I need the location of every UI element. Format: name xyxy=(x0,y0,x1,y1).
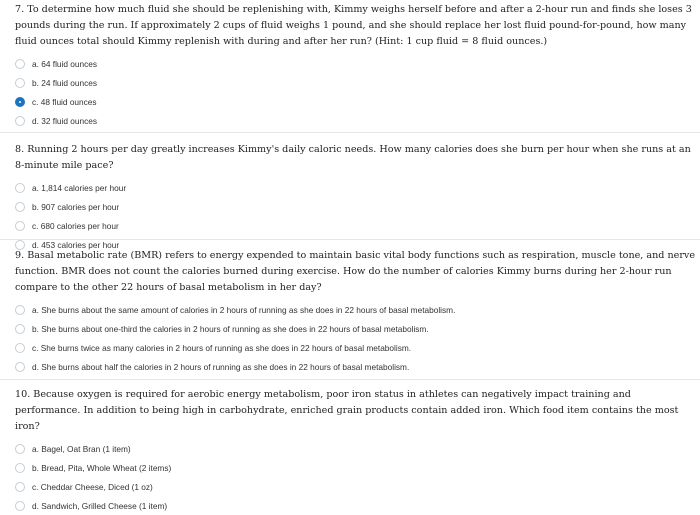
option-b[interactable] xyxy=(15,458,699,477)
option-label: b. She burns about one-third the calories in 2 hours of running as she does in 22 hours of basal metabolism. xyxy=(32,323,429,334)
question-8 xyxy=(15,142,699,254)
radio-button[interactable] xyxy=(15,305,25,315)
option-c[interactable] xyxy=(15,216,699,235)
option-label: a. Bagel, Oat Bran (1 item) xyxy=(32,443,131,454)
radio-button[interactable] xyxy=(15,324,25,334)
option-label: c. Cheddar Cheese, Diced (1 oz) xyxy=(32,481,153,492)
option-c[interactable] xyxy=(15,338,699,357)
option-label: b. 24 fluid ounces xyxy=(32,77,98,88)
option-d[interactable] xyxy=(15,357,699,376)
radio-button[interactable] xyxy=(15,482,25,492)
option-label: a. 64 fluid ounces xyxy=(32,58,98,69)
radio-button[interactable] xyxy=(15,116,25,126)
radio-button[interactable] xyxy=(15,501,25,511)
option-label: c. 680 calories per hour xyxy=(32,220,119,231)
radio-button[interactable] xyxy=(15,183,25,193)
radio-button-selected[interactable] xyxy=(15,97,25,107)
option-b[interactable] xyxy=(15,319,699,338)
option-label: b. Bread, Pita, Whole Wheat (2 items) xyxy=(32,462,172,473)
option-label: d. 453 calories per hour xyxy=(32,239,120,250)
answer-options xyxy=(15,54,699,130)
question-text: 8. Running 2 hours per day greatly increases Kimmy's daily caloric needs. How many calories does she burn per hour when she runs at an 8-minute mile pace? xyxy=(15,144,691,171)
option-label: a. She burns about the same amount of calories in 2 hours of running as she does in 22 hours of basal metabolism. xyxy=(32,304,456,315)
option-d[interactable] xyxy=(15,496,699,515)
divider xyxy=(0,379,700,380)
option-label: d. 32 fluid ounces xyxy=(32,115,98,126)
question-9 xyxy=(15,248,699,376)
answer-options xyxy=(15,439,699,515)
option-b[interactable] xyxy=(15,73,699,92)
option-label: b. 907 calories per hour xyxy=(32,201,120,212)
option-a[interactable] xyxy=(15,300,699,319)
answer-options xyxy=(15,178,699,254)
option-a[interactable] xyxy=(15,439,699,458)
radio-button[interactable] xyxy=(15,59,25,69)
option-label: c. She burns twice as many calories in 2 hours of running as she does in 22 hours of basal metabolism. xyxy=(32,342,412,353)
answer-options xyxy=(15,300,699,376)
radio-button[interactable] xyxy=(15,221,25,231)
option-c[interactable] xyxy=(15,92,699,111)
radio-button[interactable] xyxy=(15,444,25,454)
option-c[interactable] xyxy=(15,477,699,496)
option-a[interactable] xyxy=(15,54,699,73)
question-7 xyxy=(15,2,699,130)
option-b[interactable] xyxy=(15,197,699,216)
question-text: 9. Basal metabolic rate (BMR) refers to energy expended to maintain basic vital body functions such as respiration, muscle tone, and nerve function. BMR does not count the calories burned during exercise. How do the number of calories Kimmy burns during her 2-hour run compare to the other 22 hours of basal metabolism in her day? xyxy=(15,250,696,293)
option-d[interactable] xyxy=(15,111,699,130)
option-label: d. Sandwich, Grilled Cheese (1 item) xyxy=(32,500,168,511)
option-label: d. She burns about half the calories in 2 hours of running as she does in 22 hours of basal metabolism. xyxy=(32,361,410,372)
radio-button[interactable] xyxy=(15,343,25,353)
divider xyxy=(0,132,700,133)
question-10 xyxy=(15,387,699,515)
question-text: 10. Because oxygen is required for aerobic energy metabolism, poor iron status in athletes can negatively impact training and performance. In addition to being high in carbohydrate, enriched grain products contain added iron. Which food item contains the most iron? xyxy=(15,389,679,432)
radio-button[interactable] xyxy=(15,78,25,88)
option-label: a. 1,814 calories per hour xyxy=(32,182,127,193)
option-a[interactable] xyxy=(15,178,699,197)
question-text: 7. To determine how much fluid she should be replenishing with, Kimmy weighs herself before and after a 2-hour run and finds she loses 3 pounds during the run. If approximately 2 cups of fluid weighs 1 pound, and she should replace her lost fluid pound-for-pound, how many fluid ounces total should Kimmy replenish with during and after her run? (Hint: 1 cup fluid = 8 fluid ounces.) xyxy=(15,4,692,47)
radio-button[interactable] xyxy=(15,463,25,473)
option-label: c. 48 fluid ounces xyxy=(32,96,97,107)
radio-button[interactable] xyxy=(15,362,25,372)
radio-button[interactable] xyxy=(15,202,25,212)
divider xyxy=(0,239,700,240)
